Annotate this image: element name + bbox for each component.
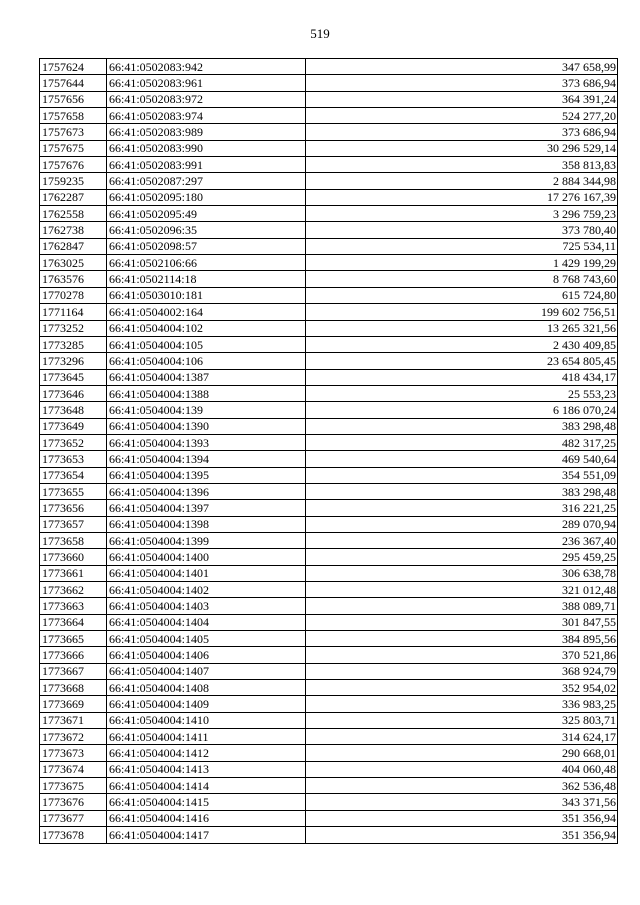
cadastral-number-cell: 66:41:0504004:1396 <box>107 483 306 499</box>
row-id-cell: 1773663 <box>40 598 107 614</box>
cadastral-number-cell: 66:41:0502106:66 <box>107 255 306 271</box>
table-row <box>40 647 618 663</box>
cadastral-value-cell: 23 654 805,45 <box>306 353 618 369</box>
table-row <box>40 385 618 401</box>
cadastral-value-cell: 314 624,17 <box>306 729 618 745</box>
cadastral-value-cell: 352 954,02 <box>306 680 618 696</box>
row-id-cell: 1757624 <box>40 59 107 75</box>
cadastral-value-cell: 236 367,40 <box>306 532 618 548</box>
table-row <box>40 549 618 565</box>
table-row <box>40 434 618 450</box>
cadastral-value-cell: 290 668,01 <box>306 745 618 761</box>
cadastral-value-cell: 1 429 199,29 <box>306 255 618 271</box>
row-id-cell: 1770278 <box>40 287 107 303</box>
cadastral-value-cell: 615 724,80 <box>306 287 618 303</box>
cadastral-value-cell: 418 434,17 <box>306 369 618 385</box>
row-id-cell: 1773674 <box>40 761 107 777</box>
row-id-cell: 1759235 <box>40 173 107 189</box>
cadastral-number-cell: 66:41:0502096:35 <box>107 222 306 238</box>
cadastral-number-cell: 66:41:0502083:990 <box>107 140 306 156</box>
row-id-cell: 1773664 <box>40 614 107 630</box>
cadastral-number-cell: 66:41:0502114:18 <box>107 271 306 287</box>
table-row <box>40 582 618 598</box>
table-row <box>40 794 618 810</box>
cadastral-value-cell: 347 658,99 <box>306 59 618 75</box>
cadastral-value-table <box>39 58 618 844</box>
cadastral-value-cell: 351 356,94 <box>306 827 618 843</box>
table-row <box>40 140 618 156</box>
table-row <box>40 827 618 843</box>
table-row <box>40 663 618 679</box>
table-row <box>40 157 618 173</box>
table-row <box>40 206 618 222</box>
cadastral-value-cell: 383 298,48 <box>306 483 618 499</box>
cadastral-value-cell: 388 089,71 <box>306 598 618 614</box>
page-number: 519 <box>310 26 330 41</box>
cadastral-value-cell: 725 534,11 <box>306 238 618 254</box>
table-row <box>40 729 618 745</box>
row-id-cell: 1773655 <box>40 483 107 499</box>
table-row <box>40 222 618 238</box>
cadastral-value-cell: 321 012,48 <box>306 582 618 598</box>
cadastral-number-cell: 66:41:0502083:974 <box>107 108 306 124</box>
row-id-cell: 1773656 <box>40 500 107 516</box>
table-row <box>40 598 618 614</box>
cadastral-number-cell: 66:41:0504004:1387 <box>107 369 306 385</box>
cadastral-number-cell: 66:41:0502083:942 <box>107 59 306 75</box>
cadastral-number-cell: 66:41:0504004:1398 <box>107 516 306 532</box>
cadastral-number-cell: 66:41:0503010:181 <box>107 287 306 303</box>
cadastral-number-cell: 66:41:0504004:1408 <box>107 680 306 696</box>
row-id-cell: 1773252 <box>40 320 107 336</box>
cadastral-number-cell: 66:41:0504004:1393 <box>107 434 306 450</box>
cadastral-value-cell: 362 536,48 <box>306 778 618 794</box>
cadastral-value-cell: 351 356,94 <box>306 810 618 826</box>
table-row <box>40 271 618 287</box>
cadastral-number-cell: 66:41:0504004:102 <box>107 320 306 336</box>
cadastral-number-cell: 66:41:0504004:1390 <box>107 418 306 434</box>
row-id-cell: 1773653 <box>40 451 107 467</box>
table-row <box>40 287 618 303</box>
cadastral-number-cell: 66:41:0502095:49 <box>107 206 306 222</box>
cadastral-number-cell: 66:41:0504004:1413 <box>107 761 306 777</box>
table-row <box>40 320 618 336</box>
row-id-cell: 1773648 <box>40 402 107 418</box>
cadastral-value-cell: 13 265 321,56 <box>306 320 618 336</box>
cadastral-number-cell: 66:41:0504004:1410 <box>107 712 306 728</box>
cadastral-number-cell: 66:41:0504004:1407 <box>107 663 306 679</box>
table-row <box>40 75 618 91</box>
row-id-cell: 1763025 <box>40 255 107 271</box>
row-id-cell: 1762287 <box>40 189 107 205</box>
table-row <box>40 500 618 516</box>
row-id-cell: 1757656 <box>40 91 107 107</box>
table-row <box>40 108 618 124</box>
cadastral-value-cell: 6 186 070,24 <box>306 402 618 418</box>
cadastral-value-cell: 17 276 167,39 <box>306 189 618 205</box>
cadastral-number-cell: 66:41:0502083:989 <box>107 124 306 140</box>
table-row <box>40 369 618 385</box>
row-id-cell: 1773669 <box>40 696 107 712</box>
table-row <box>40 745 618 761</box>
row-id-cell: 1773665 <box>40 631 107 647</box>
row-id-cell: 1773677 <box>40 810 107 826</box>
cadastral-value-cell: 358 813,83 <box>306 157 618 173</box>
cadastral-number-cell: 66:41:0504004:106 <box>107 353 306 369</box>
table-row <box>40 467 618 483</box>
cadastral-number-cell: 66:41:0504004:1403 <box>107 598 306 614</box>
table-row <box>40 631 618 647</box>
cadastral-number-cell: 66:41:0504004:1417 <box>107 827 306 843</box>
row-id-cell: 1773668 <box>40 680 107 696</box>
row-id-cell: 1757644 <box>40 75 107 91</box>
row-id-cell: 1773667 <box>40 663 107 679</box>
row-id-cell: 1762738 <box>40 222 107 238</box>
row-id-cell: 1773661 <box>40 565 107 581</box>
cadastral-value-cell: 364 391,24 <box>306 91 618 107</box>
table-row <box>40 59 618 75</box>
cadastral-value-cell: 199 602 756,51 <box>306 304 618 320</box>
cadastral-number-cell: 66:41:0504004:1416 <box>107 810 306 826</box>
cadastral-value-cell: 295 459,25 <box>306 549 618 565</box>
cadastral-number-cell: 66:41:0504004:1406 <box>107 647 306 663</box>
cadastral-number-cell: 66:41:0504004:1404 <box>107 614 306 630</box>
table-row <box>40 712 618 728</box>
cadastral-number-cell: 66:41:0504004:139 <box>107 402 306 418</box>
cadastral-number-cell: 66:41:0504002:164 <box>107 304 306 320</box>
row-id-cell: 1763576 <box>40 271 107 287</box>
cadastral-value-cell: 469 540,64 <box>306 451 618 467</box>
cadastral-value-cell: 306 638,78 <box>306 565 618 581</box>
cadastral-number-cell: 66:41:0504004:1412 <box>107 745 306 761</box>
cadastral-value-cell: 301 847,55 <box>306 614 618 630</box>
table-row <box>40 565 618 581</box>
cadastral-number-cell: 66:41:0504004:1397 <box>107 500 306 516</box>
cadastral-value-cell: 343 371,56 <box>306 794 618 810</box>
cadastral-value-cell: 373 686,94 <box>306 75 618 91</box>
cadastral-value-cell: 354 551,09 <box>306 467 618 483</box>
table-row <box>40 680 618 696</box>
cadastral-number-cell: 66:41:0504004:1395 <box>107 467 306 483</box>
table-row <box>40 778 618 794</box>
cadastral-value-cell: 289 070,94 <box>306 516 618 532</box>
cadastral-number-cell: 66:41:0504004:1400 <box>107 549 306 565</box>
row-id-cell: 1773657 <box>40 516 107 532</box>
row-id-cell: 1773296 <box>40 353 107 369</box>
cadastral-value-cell: 373 686,94 <box>306 124 618 140</box>
table-body <box>40 59 618 844</box>
row-id-cell: 1773285 <box>40 336 107 352</box>
table-row <box>40 304 618 320</box>
cadastral-number-cell: 66:41:0504004:1415 <box>107 794 306 810</box>
table-row <box>40 402 618 418</box>
row-id-cell: 1762558 <box>40 206 107 222</box>
cadastral-number-cell: 66:41:0504004:1405 <box>107 631 306 647</box>
table-row <box>40 91 618 107</box>
row-id-cell: 1757673 <box>40 124 107 140</box>
row-id-cell: 1762847 <box>40 238 107 254</box>
cadastral-value-cell: 384 895,56 <box>306 631 618 647</box>
cadastral-number-cell: 66:41:0502083:991 <box>107 157 306 173</box>
table-row <box>40 810 618 826</box>
cadastral-number-cell: 66:41:0502098:57 <box>107 238 306 254</box>
table-row <box>40 532 618 548</box>
cadastral-value-cell: 524 277,20 <box>306 108 618 124</box>
row-id-cell: 1757658 <box>40 108 107 124</box>
table-row <box>40 516 618 532</box>
row-id-cell: 1773652 <box>40 434 107 450</box>
table-row <box>40 483 618 499</box>
cadastral-number-cell: 66:41:0504004:1402 <box>107 582 306 598</box>
row-id-cell: 1773649 <box>40 418 107 434</box>
table-row <box>40 255 618 271</box>
cadastral-value-cell: 404 060,48 <box>306 761 618 777</box>
table-row <box>40 451 618 467</box>
table-row <box>40 124 618 140</box>
cadastral-number-cell: 66:41:0504004:1409 <box>107 696 306 712</box>
row-id-cell: 1757676 <box>40 157 107 173</box>
row-id-cell: 1773673 <box>40 745 107 761</box>
cadastral-value-cell: 3 296 759,23 <box>306 206 618 222</box>
row-id-cell: 1773675 <box>40 778 107 794</box>
table-row <box>40 696 618 712</box>
row-id-cell: 1773646 <box>40 385 107 401</box>
row-id-cell: 1773654 <box>40 467 107 483</box>
row-id-cell: 1773671 <box>40 712 107 728</box>
table-row <box>40 418 618 434</box>
cadastral-value-cell: 373 780,40 <box>306 222 618 238</box>
row-id-cell: 1757675 <box>40 140 107 156</box>
cadastral-number-cell: 66:41:0504004:1411 <box>107 729 306 745</box>
cadastral-value-cell: 482 317,25 <box>306 434 618 450</box>
cadastral-number-cell: 66:41:0502087:297 <box>107 173 306 189</box>
cadastral-value-cell: 30 296 529,14 <box>306 140 618 156</box>
table-row <box>40 189 618 205</box>
table-row <box>40 238 618 254</box>
cadastral-number-cell: 66:41:0504004:1388 <box>107 385 306 401</box>
table-row <box>40 336 618 352</box>
row-id-cell: 1773676 <box>40 794 107 810</box>
cadastral-value-cell: 2 884 344,98 <box>306 173 618 189</box>
cadastral-number-cell: 66:41:0502083:961 <box>107 75 306 91</box>
table-row <box>40 173 618 189</box>
row-id-cell: 1773678 <box>40 827 107 843</box>
cadastral-value-cell: 316 221,25 <box>306 500 618 516</box>
cadastral-number-cell: 66:41:0502083:972 <box>107 91 306 107</box>
cadastral-number-cell: 66:41:0504004:105 <box>107 336 306 352</box>
row-id-cell: 1773666 <box>40 647 107 663</box>
table-row <box>40 614 618 630</box>
row-id-cell: 1773645 <box>40 369 107 385</box>
cadastral-number-cell: 66:41:0502095:180 <box>107 189 306 205</box>
cadastral-value-cell: 25 553,23 <box>306 385 618 401</box>
cadastral-number-cell: 66:41:0504004:1399 <box>107 532 306 548</box>
row-id-cell: 1773660 <box>40 549 107 565</box>
row-id-cell: 1771164 <box>40 304 107 320</box>
cadastral-value-cell: 8 768 743,60 <box>306 271 618 287</box>
cadastral-number-cell: 66:41:0504004:1394 <box>107 451 306 467</box>
cadastral-number-cell: 66:41:0504004:1414 <box>107 778 306 794</box>
cadastral-value-cell: 368 924,79 <box>306 663 618 679</box>
cadastral-number-cell: 66:41:0504004:1401 <box>107 565 306 581</box>
cadastral-value-cell: 336 983,25 <box>306 696 618 712</box>
table-row <box>40 353 618 369</box>
cadastral-value-cell: 2 430 409,85 <box>306 336 618 352</box>
cadastral-value-cell: 325 803,71 <box>306 712 618 728</box>
cadastral-value-cell: 383 298,48 <box>306 418 618 434</box>
cadastral-value-cell: 370 521,86 <box>306 647 618 663</box>
table-row <box>40 761 618 777</box>
row-id-cell: 1773662 <box>40 582 107 598</box>
row-id-cell: 1773658 <box>40 532 107 548</box>
row-id-cell: 1773672 <box>40 729 107 745</box>
